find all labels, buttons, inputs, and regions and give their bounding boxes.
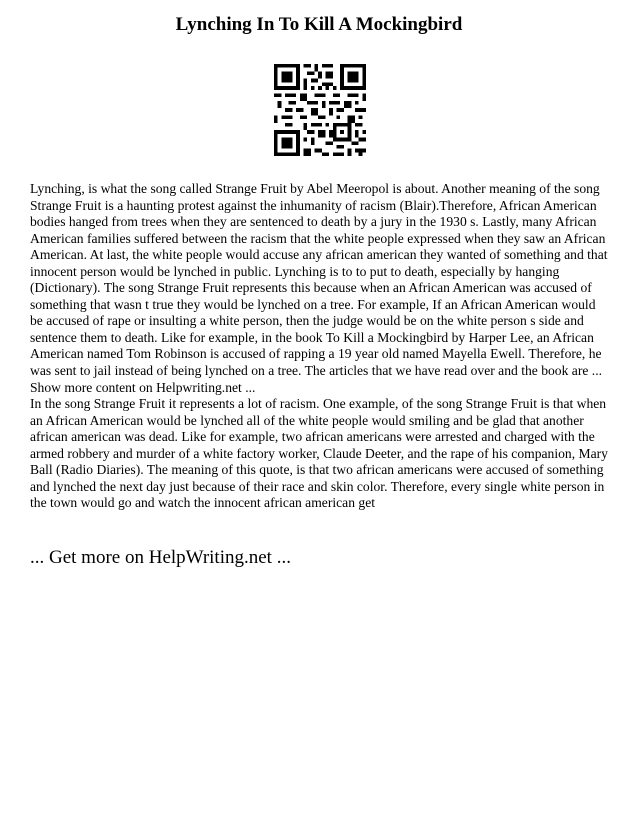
paragraph-2: In the song Strange Fruit it represents a lot of racism. One example, of the song Strange Fruit is that when an African American would be lynched all of the white people would smiling and be glad that another african american was dead. Like for example, two african americans were arrested and charged with the armed robbery and murder of a white factory worker, Claude Deeter, and the rape of his companion, Mary Ball (Radio Diaries). The meaning of this quote, is that two african americans were accused of something and lynched the next day just because of their race and skin color. Therefore, every single white person in the town would go and watch the innocent african american get xyxy=(30,396,608,511)
article-body xyxy=(30,181,610,512)
get-more-link[interactable]: ... Get more on HelpWriting.net ... xyxy=(30,547,291,568)
page-title: Lynching In To Kill A Mockingbird xyxy=(175,14,463,35)
paragraph-1: Lynching, is what the song called Strange Fruit by Abel Meeropol is about. Another meaning of the song Strange Fruit is a haunting protest against the inhumanity of racism (Blair).Therefore, African American bodies hanged from trees when they are sentenced to death by a jury in the 1930 s. Lastly, many African American families suffered between the racism that the white people expressed when they saw an African American. At last, the white people would accuse any african american they wanted of something and that innocent person would be lynched in public. Lynching is to to put to death, especially by hanging (Dictionary). The song Strange Fruit represents this because when an African American was accused of something that wasn t true they would be lynched on a tree. For example, If an African American would be accused of rape or insulting a white person, then the judge would be on the white person s side and sentence them to death. Like for example, in the book To Kill a Mockingbird by Harper Lee, an African American named Tom Robinson is accused of rapping a 19 year old named Mayella Ewell. Therefore, he was sent to jail instead of being lynched on a tree. The articles that we have read over and the book are ... Show more content on Helpwriting.net ... xyxy=(30,181,608,395)
qr-code-icon xyxy=(274,64,366,156)
